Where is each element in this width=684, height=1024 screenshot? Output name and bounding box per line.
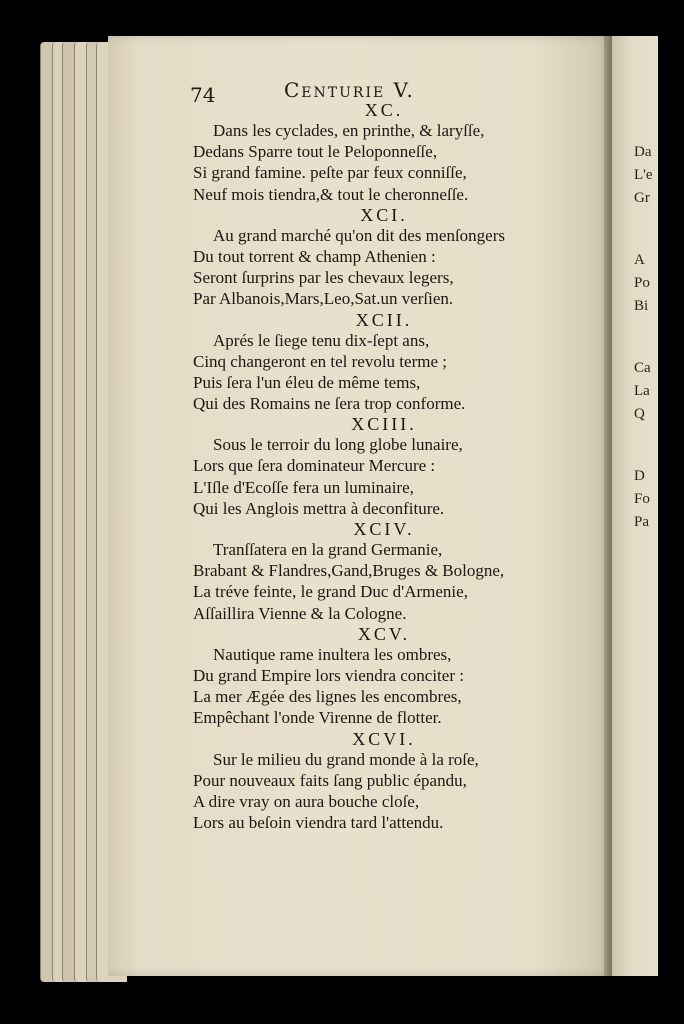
verse-line: Lors que ſera dominateur Mercure : — [193, 456, 436, 476]
verse-line: Dans les cyclades, en printhe, & laryſſe, — [213, 121, 485, 140]
verse-line: Lors au beſoin viendra tard l'attendu. — [193, 813, 444, 833]
facing-page-fragment: A — [634, 252, 645, 268]
verse-line: Pour nouveaux faits ſang public épandu, — [193, 770, 467, 790]
quatrain — [193, 310, 603, 415]
quatrain-number: XCIII. — [351, 414, 417, 435]
quatrain — [193, 100, 603, 205]
facing-page-fragment: La — [634, 383, 650, 399]
verse-line: Cinq changeront en tel revolu terme ; — [193, 351, 447, 371]
verse-line: Qui les Anglois mettra à deconfiture. — [193, 498, 445, 518]
verse-line: A dire vray on aura bouche cloſe, — [193, 791, 420, 811]
verse-line: Dedans Sparre tout le Peloponneſſe, — [193, 142, 438, 162]
quatrain — [193, 624, 603, 729]
verse-line: Nautique rame inultera les ombres, — [213, 644, 452, 664]
verse-line: Si grand famine. peſte par feux conniſſe, — [193, 163, 467, 183]
facing-page — [612, 36, 658, 976]
quatrain-number: XCVI. — [352, 728, 416, 749]
verse-line: Aprés le ſiege tenu dix-ſept ans, — [213, 330, 430, 350]
verse-line: Qui des Romains ne ſera trop conforme. — [193, 394, 466, 414]
verse-line: Du grand Empire lors viendra conciter : — [193, 665, 464, 685]
verse-line: Empêchant l'onde Virenne de flotter. — [193, 708, 442, 728]
verse-line: L'Iſle d'Ecoſſe fera un luminaire, — [193, 477, 414, 497]
quatrain — [193, 729, 603, 834]
quatrain-number: XCV. — [357, 623, 411, 644]
verse-line: Au grand marché qu'on dit des menſongers — [213, 225, 505, 245]
verse-line: Neuf mois tiendra,& tout le cheronneſſe. — [193, 184, 469, 204]
verse-line: Seront ſurprins par les chevaux legers, — [193, 268, 454, 288]
running-title: Centurie V. — [284, 78, 415, 102]
quatrain-number: XCII. — [355, 309, 413, 330]
facing-page-fragment: Bi — [634, 298, 649, 314]
verse-line: Sous le terroir du long globe lunaire, — [213, 435, 463, 455]
facing-page-fragment: Ca — [634, 360, 651, 376]
facing-page-fragment: L'e — [634, 167, 653, 183]
facing-page-fragment: Fo — [634, 491, 650, 507]
facing-page-fragment: D — [634, 468, 645, 484]
facing-page-fragment: Q — [634, 406, 645, 422]
quatrain-number: XCI. — [360, 204, 408, 225]
facing-page-fragment: Da — [634, 144, 652, 160]
quatrain-number: XC. — [364, 100, 404, 120]
verse-text-block — [193, 100, 603, 833]
verse-line: La mer Ægée des lignes les encombres, — [193, 687, 462, 707]
verse-line: Brabant & Flandres,Gand,Bruges & Bologne, — [193, 561, 505, 581]
quatrain — [193, 205, 603, 310]
verse-line: Par Albanois,Mars,Leo,Sat.un verſien. — [193, 289, 454, 309]
facing-page-fragment: Gr — [634, 190, 650, 206]
facing-page-fragment: Po — [634, 275, 650, 291]
verse-line: Tranſſatera en la grand Germanie, — [213, 540, 443, 559]
page-number: 74 — [190, 83, 216, 107]
facing-page-fragment: Pa — [634, 514, 649, 530]
verse-line: Du tout torrent & champ Athenien : — [193, 246, 436, 266]
quatrain — [193, 414, 603, 519]
verse-line: Puis ſera l'un éleu de même tems, — [193, 372, 421, 392]
verse-line: La tréve feinte, le grand Duc d'Armenie, — [193, 582, 468, 602]
verse-line: Aſſaillira Vienne & la Cologne. — [193, 603, 407, 623]
quatrain — [193, 519, 603, 624]
verse-line: Sur le milieu du grand monde à la roſe, — [213, 749, 479, 769]
quatrain-number: XCIV. — [353, 519, 415, 539]
